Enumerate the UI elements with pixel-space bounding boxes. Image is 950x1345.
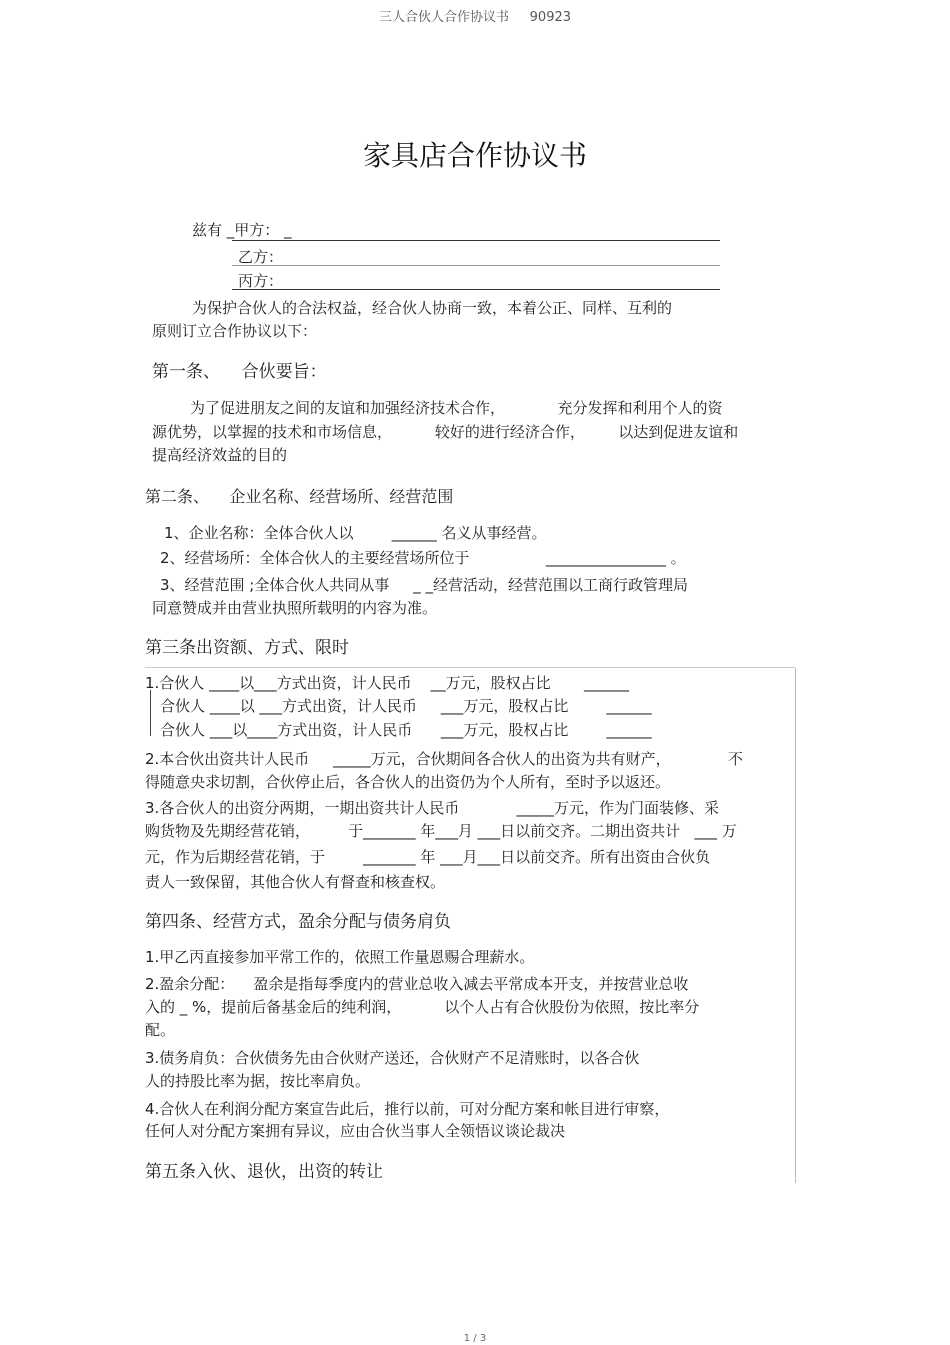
article-3-heading: 第三条出资额、方式、限时: [145, 638, 349, 658]
right-margin-rule: [795, 668, 796, 1183]
section-rule: [145, 667, 795, 668]
article-4-line: 2.盈余分配： 盈余是指每季度内的营业总收入减去平常成本开支，并按营业总收: [145, 975, 689, 993]
party-b-label: 乙方：: [238, 248, 284, 266]
article-3-line: 得随意央求切割，合伙停止后，各合伙人的出资仍为个人所有，至时予以返还。: [145, 773, 671, 791]
intro-line: 原则订立合作协议以下：: [152, 322, 318, 340]
page-header: 三人合伙人合作协议书 90923: [378, 10, 572, 25]
page-number: 1 / 3: [463, 1333, 487, 1344]
article-3-line: 责人一致保留，其他合伙人有督查和核查权。: [145, 873, 446, 891]
article-3-line: 2.本合伙出资共计人民币 _____万元，合伙期间各合伙人的出资为共有财产， 不: [145, 750, 743, 768]
article-3-line: 1.合伙人 ____以___方式出资，计人民币 __万元，股权占比 ______: [145, 674, 630, 692]
article-4-line: 1.甲乙丙直接参加平常工作的，依照工作量恩赐合理薪水。: [145, 948, 535, 966]
bracket-rule: [150, 690, 151, 736]
article-2-line: 2、经营场所：全体合伙人的主要经营场所位于 ________________ 。: [160, 549, 686, 567]
article-3-line: 合伙人 ____以 ___方式出资，计人民币 ___万元，股权占比 ______: [160, 697, 652, 715]
party-c-label: 丙方：: [238, 272, 284, 290]
article-1-line: 源优势，以掌握的技术和市场信息， 较好的进行经济合作， 以达到促进友谊和: [152, 423, 739, 441]
document-title: 家具店合作协议书: [362, 139, 587, 172]
article-2-line: 3、经营范围 ;全体合伙人共同从事 _ _经营活动，经营范围以工商行政管理局: [160, 576, 688, 594]
article-3-line: 3.各合伙人的出资分两期，一期出资共计人民币 _____万元，作为门面装修、采: [145, 799, 720, 817]
article-4-line: 人的持股比率为据，按比率肩负。: [145, 1072, 371, 1090]
article-1-line: 提高经济效益的目的: [152, 446, 288, 464]
party-b-underline: [232, 265, 720, 266]
party-a-underline: [232, 240, 720, 241]
article-2-line: 1、企业名称：全体合伙人以 ______ 名义从事经营。: [164, 524, 547, 542]
article-4-line: 配。: [145, 1021, 176, 1039]
article-3-line: 元，作为后期经营花销，于 _______ 年 ___月___日以前交齐。所有出资由合伙负: [145, 848, 711, 866]
article-2-line: 同意赞成并由营业执照所载明的内容为准。: [152, 599, 438, 617]
article-1-heading: 第一条、 合伙要旨：: [152, 362, 327, 382]
article-2-heading: 第二条、 企业名称、经营场所、经营范围: [145, 487, 454, 506]
party-a-label: 兹有 _甲方： _: [192, 221, 292, 239]
article-1-line: 为了促进朋友之间的友谊和加强经济技术合作， 充分发挥和利用个人的资: [190, 399, 723, 417]
article-3-line: 购货物及先期经营花销， 于_______ 年___月 ___日以前交齐。二期出资共计 ___ 万: [145, 822, 737, 840]
article-4-heading: 第四条、经营方式，盈余分配与债务肩负: [145, 912, 451, 932]
article-4-line: 任何人对分配方案拥有异议，应由合伙当事人全领悟议谈论裁决: [145, 1122, 566, 1140]
article-5-heading: 第五条入伙、退伙，出资的转让: [145, 1162, 383, 1182]
article-3-line: 合伙人 ___以____方式出资，计人民币 ___万元，股权占比 ______: [160, 721, 652, 739]
article-4-line: 3.债务肩负：合伙债务先由合伙财产送还，合伙财产不足清账时，以各合伙: [145, 1049, 640, 1067]
intro-line: 为保护合伙人的合法权益，经合伙人协商一致，本着公正、同样、互利的: [192, 299, 673, 317]
party-c-underline: [232, 289, 720, 290]
article-4-line: 4.合伙人在利润分配方案宣告此后，推行以前，可对分配方案和帐目进行审察，: [145, 1100, 670, 1118]
article-4-line: 入的 _ %，提前后备基金后的纯利润， 以个人占有合伙股份为依照，按比率分: [145, 998, 700, 1016]
